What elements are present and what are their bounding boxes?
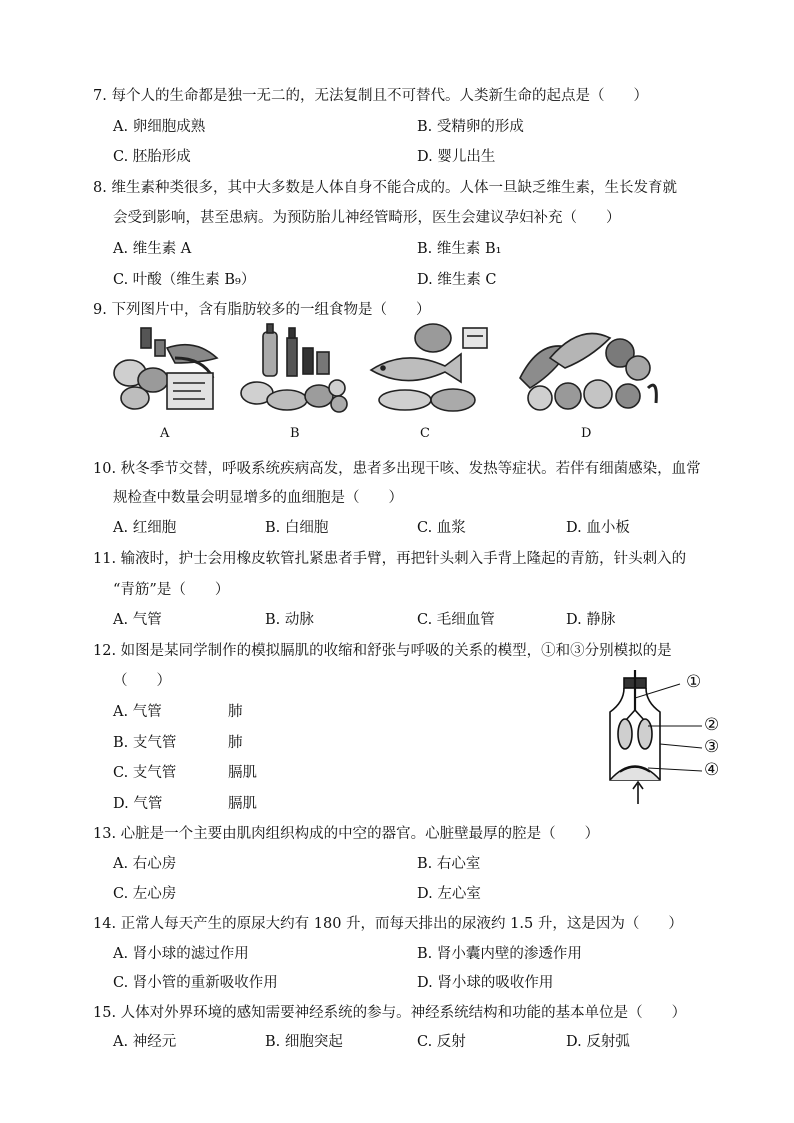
question-12-option-c-pair: 膈肌 [228,765,257,781]
question-11-option-d[interactable]: D. 静脉 [566,612,616,628]
question-8-option-b[interactable]: B. 维生素 B₁ [417,241,502,257]
question-13-option-c[interactable]: C. 左心房 [113,886,177,902]
question-12-stem-line-1: 12. 如图是某同学制作的模拟膈肌的收缩和舒张与呼吸的关系的模型，①和③分别模拟的是 [93,643,672,659]
question-12-option-b-pair: 肺 [228,735,243,751]
question-8-option-d[interactable]: D. 维生素 C [417,272,497,288]
question-12-option-d[interactable]: D. 气管 [113,796,163,812]
food-figure-d[interactable] [510,318,660,418]
question-11-option-c[interactable]: C. 毛细血管 [417,612,495,628]
question-10-option-d[interactable]: D. 血小板 [566,520,630,536]
question-12-option-a[interactable]: A. 气管 [113,704,162,720]
food-figures [105,318,665,443]
diagram-mark-1: ① [686,672,702,692]
question-15-stem: 15. 人体对外界环境的感知需要神经系统的参与。神经系统结构和功能的基本单位是（ ） [93,1005,687,1021]
question-12-option-b[interactable]: B. 支气管 [113,735,177,751]
question-9-stem: 9. 下列图片中，含有脂肪较多的一组食物是（ ） [93,302,431,318]
question-14-option-b[interactable]: B. 肾小囊内壁的渗透作用 [417,946,582,962]
food-figure-b-label: B [290,426,300,441]
question-14-stem: 14. 正常人每天产生的原尿大约有 180 升，而每天排出的尿液约 1.5 升，这是因为（ ） [93,916,683,932]
food-figure-c-label: C [420,426,430,441]
question-7-option-a[interactable]: A. 卵细胞成熟 [113,119,206,135]
question-10-stem-line-2: 规检查中数量会明显增多的血细胞是（ ） [113,490,403,506]
question-14-option-c[interactable]: C. 肾小管的重新吸收作用 [113,975,278,991]
food-figure-d-label: D [581,426,592,441]
question-13-option-a[interactable]: A. 右心房 [113,856,177,872]
diagram-mark-4: ④ [704,760,720,780]
question-8-stem-line-2: 会受到影响，甚至患病。为预防胎儿神经管畸形，医生会建议孕妇补充（ ） [113,210,621,226]
question-11-option-b[interactable]: B. 动脉 [265,612,314,628]
food-figure-a[interactable] [105,318,225,418]
diagram-mark-3: ③ [704,737,720,757]
question-7-option-d[interactable]: D. 婴儿出生 [417,149,496,165]
food-figure-a-label: A [160,426,170,441]
question-14-option-d[interactable]: D. 肾小球的吸收作用 [417,975,554,991]
question-12-option-a-pair: 肺 [228,704,243,720]
question-13-option-d[interactable]: D. 左心室 [417,886,481,902]
question-10-option-c[interactable]: C. 血浆 [417,520,466,536]
diagram-mark-2: ② [704,715,720,735]
question-8-option-a[interactable]: A. 维生素 A [113,241,192,257]
question-11-stem-line-2: “青筋”是（ ） [113,582,230,598]
question-15-option-b[interactable]: B. 细胞突起 [265,1034,343,1050]
bell-jar-diagram [598,668,726,808]
question-15-option-a[interactable]: A. 神经元 [113,1034,177,1050]
question-12-stem-line-2: （ ） [113,673,171,689]
question-15-option-c[interactable]: C. 反射 [417,1034,466,1050]
question-7-stem: 7. 每个人的生命都是独一无二的，无法复制且不可替代。人类新生命的起点是（ ） [93,88,648,104]
question-14-option-a[interactable]: A. 肾小球的滤过作用 [113,946,249,962]
question-11-stem-line-1: 11. 输液时，护士会用橡皮软管扎紧患者手臂，再把针头刺入手背上隆起的青筋，针头刺入的 [93,551,687,567]
question-7-option-b[interactable]: B. 受精卵的形成 [417,119,524,135]
question-7-option-c[interactable]: C. 胚胎形成 [113,149,191,165]
question-10-option-a[interactable]: A. 红细胞 [113,520,177,536]
question-11-option-a[interactable]: A. 气管 [113,612,162,628]
food-figure-c[interactable] [365,318,490,418]
question-10-option-b[interactable]: B. 白细胞 [265,520,329,536]
question-13-stem: 13. 心脏是一个主要由肌肉组织构成的中空的器官。心脏壁最厚的腔是（ ） [93,826,600,842]
food-figure-b[interactable] [237,318,357,418]
question-8-option-c[interactable]: C. 叶酸（维生素 B₉） [113,272,256,288]
question-12-option-d-pair: 膈肌 [228,796,257,812]
question-15-option-d[interactable]: D. 反射弧 [566,1034,630,1050]
question-13-option-b[interactable]: B. 右心室 [417,856,481,872]
question-10-stem-line-1: 10. 秋冬季节交替，呼吸系统疾病高发，患者多出现干咳、发热等症状。若伴有细菌感染，血常 [93,461,701,477]
question-8-stem-line-1: 8. 维生素种类很多，其中大多数是人体自身不能合成的。人体一旦缺乏维生素，生长发育就 [93,180,677,196]
question-12-option-c[interactable]: C. 支气管 [113,765,177,781]
